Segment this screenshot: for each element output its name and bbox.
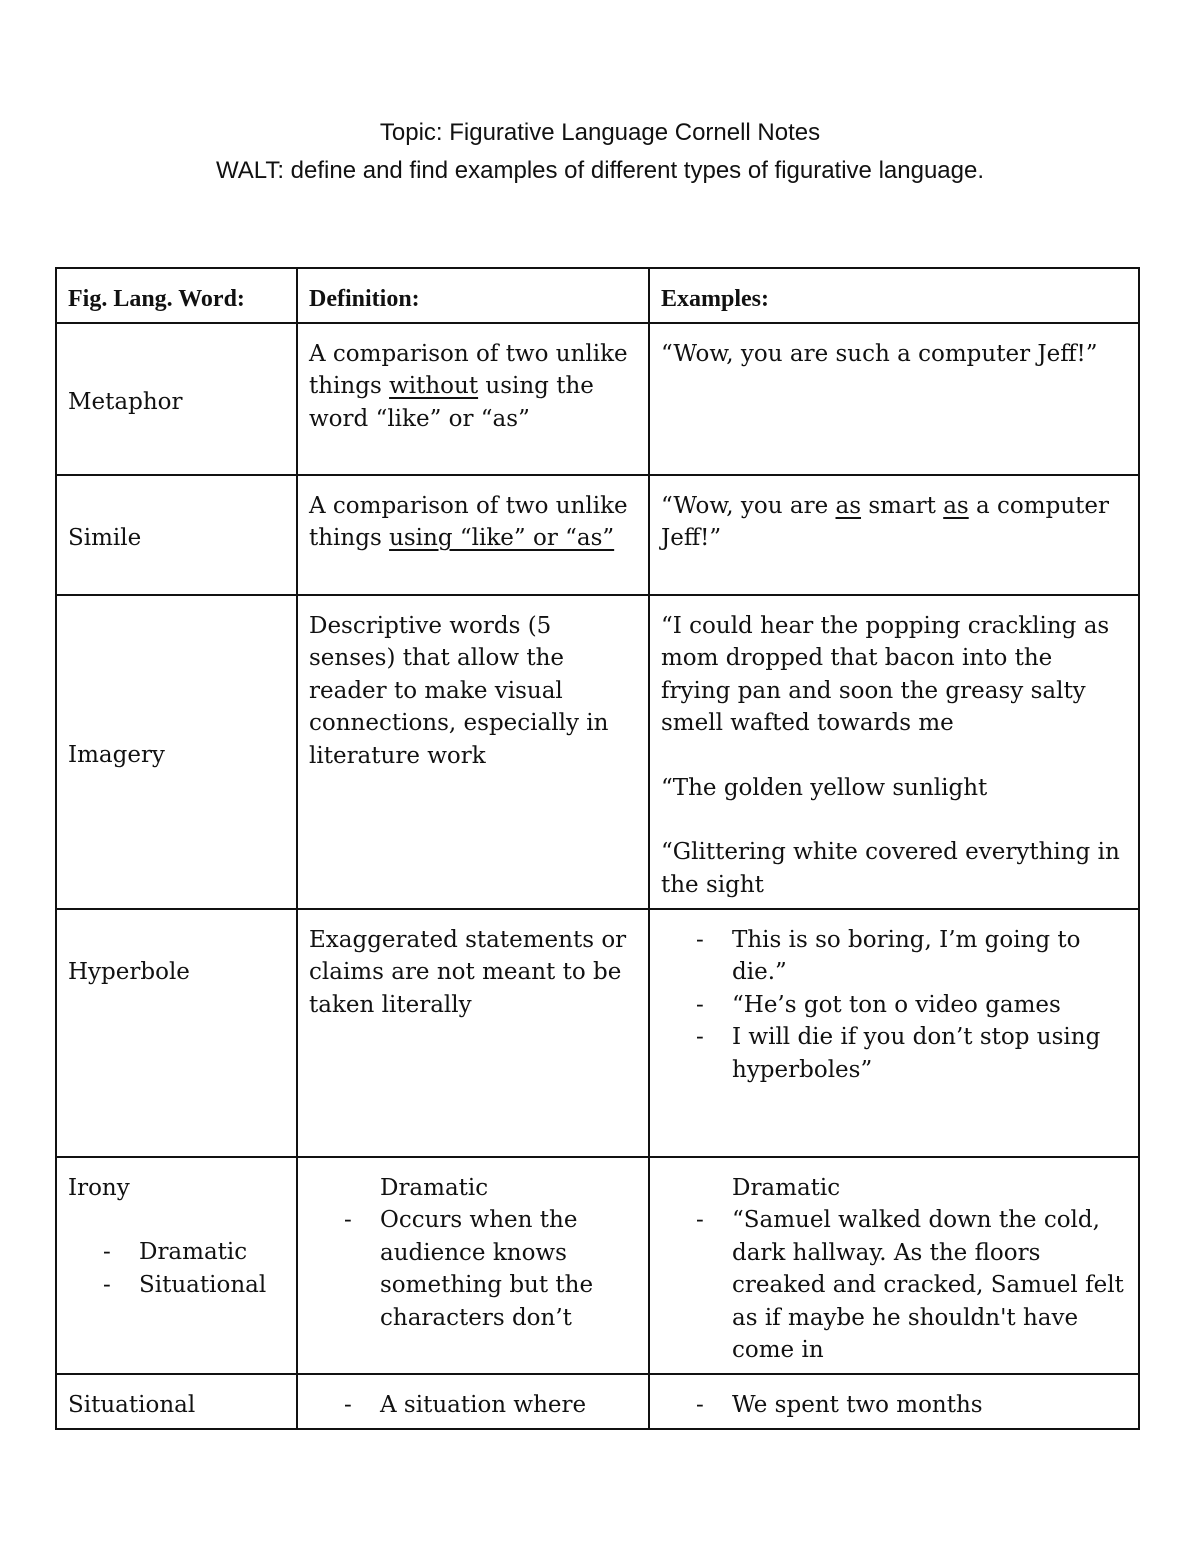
example-underlined: as <box>835 492 862 519</box>
definition-text: using the word “like” or “as” <box>309 373 594 432</box>
definition-cell-irony <box>297 1157 649 1374</box>
word-metaphor: Metaphor <box>68 389 183 416</box>
definition-underlined: using “like” or “as” <box>389 525 615 551</box>
list-item: - A situation where <box>380 1389 638 1422</box>
topic-title: Topic: Figurative Language Cornell Notes <box>379 119 821 146</box>
example-list-situational <box>661 1389 1128 1422</box>
word-imagery: Imagery <box>68 742 165 769</box>
word-cell-hyperbole <box>56 909 297 1157</box>
definition-cell-metaphor <box>297 323 649 475</box>
header-word: Fig. Lang. Word: <box>56 268 297 323</box>
definition-text: A comparison of two unlike things <box>309 492 628 551</box>
header-definition: Definition: <box>297 268 649 323</box>
example-text: a computer Jeff!” <box>661 492 1109 551</box>
definition-imagery: Descriptive words (5 senses) that allow the reader to make visual connections, especially in literature work <box>309 612 609 769</box>
list-item: - We spent two months <box>732 1389 1128 1422</box>
list-item: - This is so boring, I’m going to die.” <box>732 924 1128 989</box>
word-simile: Simile <box>68 525 142 552</box>
list-item: - I will die if you don’t stop using hyperboles” <box>732 1021 1128 1086</box>
list-item: - Occurs when the audience knows something but the characters don’t <box>380 1204 638 1334</box>
definition-list-situational <box>309 1389 638 1422</box>
definition-cell-simile <box>297 475 649 595</box>
definition-text: A comparison of two unlike things <box>309 340 628 399</box>
header-row <box>56 268 1139 323</box>
table-row-hyperbole <box>56 909 1139 1157</box>
definition-list-irony <box>309 1204 638 1334</box>
example-text: smart <box>861 492 944 519</box>
document-header <box>0 114 1200 190</box>
irony-subtype-list <box>68 1236 286 1301</box>
example-text: “Wow, you are <box>661 492 836 519</box>
table-row-imagery <box>56 595 1139 909</box>
example-list-irony <box>661 1204 1128 1367</box>
word-situational: Situational <box>68 1391 196 1418</box>
example-cell-simile <box>649 475 1139 595</box>
example-list-hyperbole <box>661 924 1128 1087</box>
word-hyperbole: Hyperbole <box>68 958 190 985</box>
example-underlined: as <box>943 492 969 519</box>
example-cell-imagery <box>649 595 1139 909</box>
cornell-notes-table <box>55 267 1140 1430</box>
word-cell-irony <box>56 1157 297 1374</box>
definition-cell-hyperbole <box>297 909 649 1157</box>
table-row-irony <box>56 1157 1139 1374</box>
word-cell-simile <box>56 475 297 595</box>
example-imagery-1: “I could hear the popping crackling as mom dropped that bacon into the frying pan and soon the greasy salty smell wafted towards me <box>661 612 1110 736</box>
list-item: - Dramatic <box>139 1236 286 1269</box>
example-cell-situational <box>649 1374 1139 1429</box>
table-row-situational <box>56 1374 1139 1429</box>
word-cell-metaphor <box>56 323 297 475</box>
definition-heading-irony: Dramatic <box>380 1174 489 1201</box>
word-irony: Irony <box>68 1174 130 1201</box>
list-item: - Situational <box>139 1269 286 1302</box>
example-heading-irony: Dramatic <box>732 1174 841 1201</box>
definition-hyperbole: Exaggerated statements or claims are not meant to be taken literally <box>309 926 627 1018</box>
example-imagery-2: “The golden yellow sunlight <box>661 774 988 801</box>
definition-cell-imagery <box>297 595 649 909</box>
header-examples: Examples: <box>649 268 1139 323</box>
example-imagery-3: “Glittering white covered everything in the sight <box>661 839 1120 898</box>
example-cell-hyperbole <box>649 909 1139 1157</box>
table-row-metaphor <box>56 323 1139 475</box>
table-row-simile <box>56 475 1139 595</box>
example-cell-metaphor <box>649 323 1139 475</box>
walt-statement: WALT: define and find examples of different types of figurative language. <box>215 157 985 184</box>
word-cell-situational <box>56 1374 297 1429</box>
word-cell-imagery <box>56 595 297 909</box>
example-cell-irony <box>649 1157 1139 1374</box>
definition-underlined: without <box>389 373 479 399</box>
definition-cell-situational <box>297 1374 649 1429</box>
example-metaphor: “Wow, you are such a computer Jeff!” <box>661 340 1098 367</box>
list-item: - “Samuel walked down the cold, dark hallway. As the floors creaked and cracked, Samuel felt as if maybe he shouldn't have come in <box>732 1204 1128 1367</box>
list-item: - “He’s got ton o video games <box>732 989 1128 1022</box>
